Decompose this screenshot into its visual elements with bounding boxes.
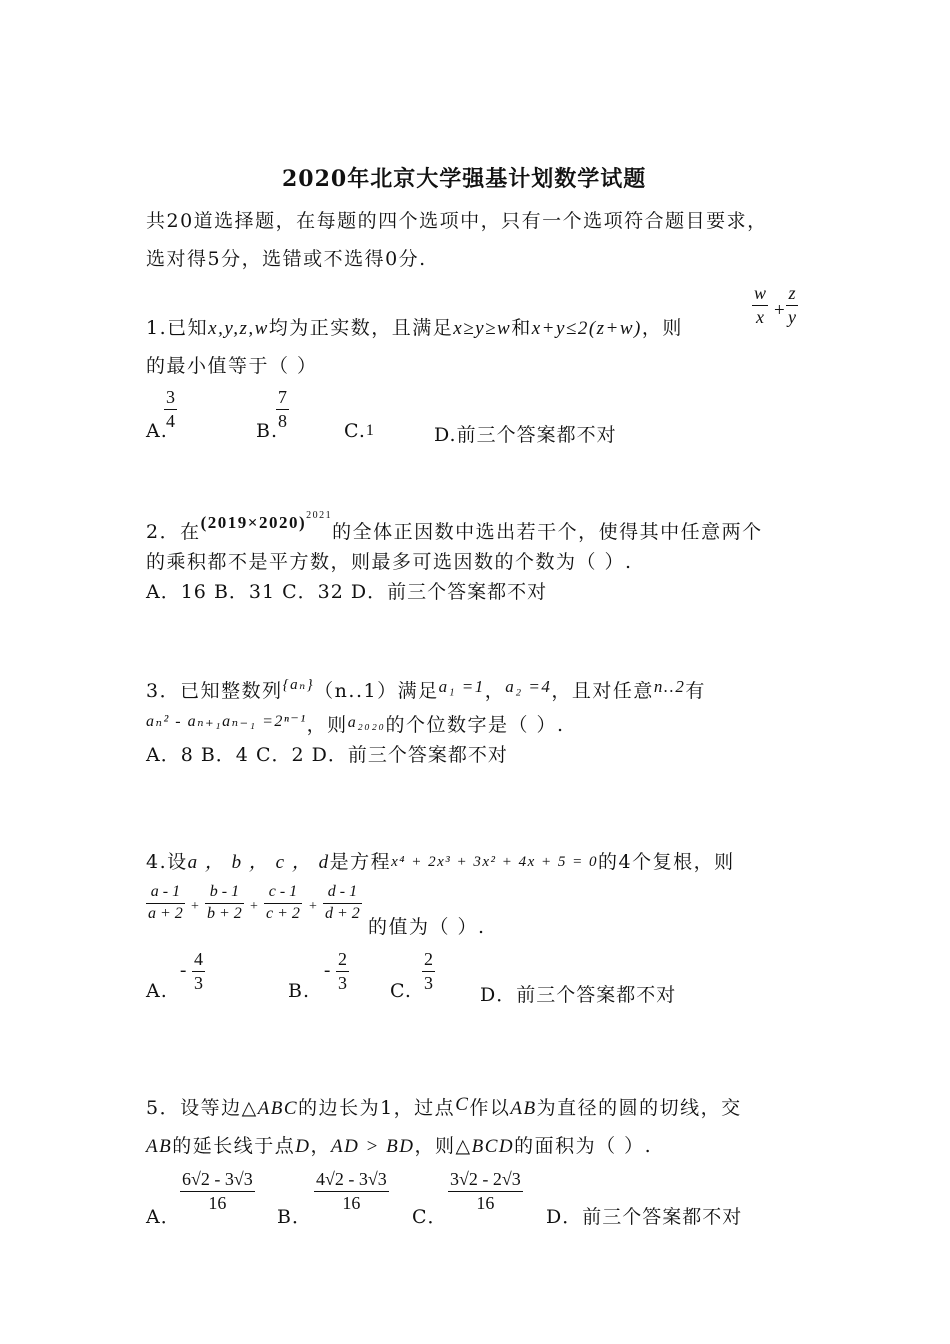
q4-option-b-frac: 2 3 [338,949,347,993]
q3-a2: a₂ =4 [505,677,552,696]
q5-text-1d: 为直径的圆的切线，交 [536,1097,742,1119]
q5-option-d: D．前三个答案都不对 [546,1206,743,1228]
q1-option-c: C.1 [344,420,375,442]
q3-rest-2: ，则 [306,714,348,736]
q5-text-1c: 作以 [469,1097,511,1119]
q1-option-b-label: B. [256,420,279,442]
q5-option-c-label: C． [412,1206,448,1228]
q4-option-a-frac: 4 3 [194,949,203,993]
q3-rest-1: ，且对任意 [551,680,654,702]
q4-mid: 是方程 [329,851,392,873]
q1-mid2: 和 [511,317,532,339]
q2-line-2: 的乘积都不是平方数，则最多可选因数的个数为（ ）. [146,551,633,573]
q4-frac-a: a - 1 a + 2 [148,883,183,922]
q3-relation: aₙ² - aₙ₊₁aₙ₋₁ =2ⁿ⁻¹ [146,713,307,730]
q1-mid1: 均为正实数，且满足 [268,317,454,339]
q4-option-c-label: C. [390,980,412,1002]
q4-frac-b: b - 1 b + 2 [207,883,242,922]
q3-a1: a₁ =1 [438,677,485,696]
q1-plus: + [774,300,785,321]
q4-vars: a ， b ， c ， d [187,852,330,873]
q2-options: A．16 B．31 C．32 D．前三个答案都不对 [146,581,548,603]
q5-option-b-frac: 4√2 - 3√3 16 [316,1169,387,1213]
q1-cond2: x+y≤2(z+w) [531,318,642,339]
q5-ab: AB [510,1098,537,1119]
q4-option-a-label: A. [146,980,168,1002]
q5-ab-2: AB [146,1136,173,1157]
q5-bcd: BCD [471,1136,515,1157]
q4-frac-c: c - 1 c + 2 [266,883,300,922]
q3-rest-3: 的个位数字是（ ）. [385,714,565,736]
q5-point-d: D [295,1136,311,1157]
q4-rest-1: 的4个复根，则 [598,851,735,873]
q5-text-2b: ， [310,1135,331,1157]
q3-n2: n..2 [653,677,686,696]
q2-exponent: 2021 [306,510,333,521]
q5-option-a-label: A． [146,1206,181,1228]
q5-option-a-frac: 6√2 - 3√3 16 [182,1169,253,1213]
q5-text-1b: 的边长为1，过点 [298,1097,456,1119]
q2-rest-1: 的全体正因数中选出若干个，使得其中任意两个 [332,521,763,543]
q4-option-b-sign: - [324,960,331,981]
intro-line-2: 选对得5分，选错或不选得0分. [146,248,427,270]
q5-text-2a: 的延长线于点 [172,1135,296,1157]
q1-option-a-label: A. [146,420,168,442]
q5-inequality: AD > BD [330,1136,415,1157]
q2-prefix: 2．在 [146,521,201,543]
q4-plus-3: + [309,899,317,914]
q5-option-c-frac: 3√2 - 2√3 16 [450,1169,521,1213]
q3-options: A．8 B．4 C．2 D．前三个答案都不对 [146,744,508,766]
q3-you: 有 [685,680,706,702]
q1-frac-w-x: w x [754,283,767,327]
q4-frac-d: d - 1 d + 2 [325,883,360,922]
q3-seq: {aₙ} [282,677,315,693]
q1-option-d: D.前三个答案都不对 [434,424,617,446]
q1-frac-z-y: z y [788,283,796,327]
q4-option-d: D．前三个答案都不对 [480,984,677,1006]
q5-text-1a: 5．设等边△ [146,1097,258,1119]
q4-option-b-label: B. [288,980,311,1002]
q2-base: (2019×2020) [200,513,307,532]
q3-comma: ， [484,680,506,702]
q1-mid3: ，则 [641,317,683,339]
q4-option-a-sign: - [180,960,187,981]
q1-option-b-frac: 7 8 [278,387,287,431]
q5-point-c: C [455,1094,470,1115]
q4-option-c-frac: 2 3 [424,949,433,993]
q1-vars: x,y,z,w [208,318,269,339]
q4-equation: x⁴ + 2x³ + 3x² + 4x + 5 = 0 [391,854,599,870]
q3-cond-n: （n..1）满足 [314,680,439,702]
q4-rest-2: 的值为（ ）. [368,916,486,938]
q3-a2020: a₂₀₂₀ [347,714,386,731]
intro-line-1: 共20道选择题，在每题的四个选项中，只有一个选项符合题目要求， [146,210,768,232]
q5-text-2d: 的面积为（ ）. [514,1135,653,1157]
q3-prefix: 3．已知整数列 [146,680,283,702]
q4-plus-1: + [191,899,199,914]
page-title: 2020年北京大学强基计划数学试题 [282,166,647,192]
q5-text-2c: ，则△ [414,1135,472,1157]
q1-option-a-frac: 3 4 [166,387,175,431]
q4-plus-2: + [250,899,258,914]
q1-cond1: x≥y≥w [453,318,512,339]
q1-line-2: 的最小值等于（ ） [146,355,318,377]
q1-prefix: 1.已知 [146,317,209,339]
q4-prefix: 4.设 [146,851,188,873]
q5-abc: ABC [257,1098,299,1119]
q5-option-b-label: B． [277,1206,312,1228]
